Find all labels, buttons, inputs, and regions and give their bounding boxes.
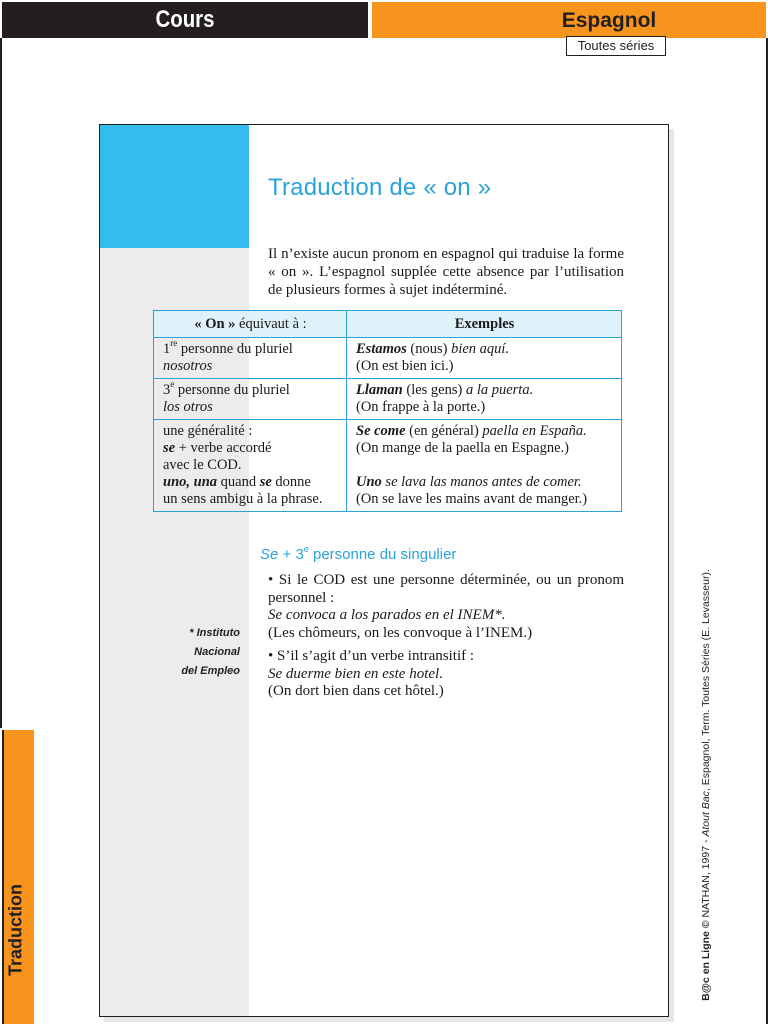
footnote-line: del Empleo (181, 665, 240, 677)
row3-example-a-verb: Se come (356, 423, 406, 439)
row3-line4-rest: donne (271, 474, 311, 490)
row2-text: personne du pluriel (174, 382, 290, 398)
row3-translation-a: (On mange de la paella en Espagne.) (356, 440, 569, 456)
row2-example-verb: Llaman (356, 382, 403, 398)
table-cell (347, 420, 622, 512)
row1-example-end: bien aquí. (451, 341, 510, 357)
row2-example-end: a la puerta. (465, 382, 534, 398)
header-on-label: « On » (194, 315, 236, 332)
credit-text (700, 569, 712, 1001)
table-header-examples: Exemples (347, 311, 622, 338)
row2-pronoun: los otros (163, 399, 213, 415)
equivalence-table (153, 310, 622, 512)
row3-uno-una: uno, una (163, 474, 218, 490)
footnote-line: * Instituto (189, 627, 240, 639)
intro-paragraph: Il n’existe aucun pronom en espagnol qui traduise la forme « on ». L’espagnol supplée cette absence par l’utilisation de plusieurs formes à sujet indéterminé. (268, 246, 624, 298)
side-tab-label: Traduction (5, 883, 26, 977)
header-subject-label: Espagnol (561, 9, 657, 32)
table-cell (347, 379, 622, 420)
table-row (154, 338, 622, 379)
bullet-cod-example: Se convoca a los parados en el INEM*. (268, 607, 506, 623)
row3-translation-b: (On se lave les mains avant de manger.) (356, 491, 588, 507)
row3-line5: un sens ambigu à la phrase. (163, 491, 323, 507)
credit-line (694, 550, 718, 1020)
bullet-cod-translation: (Les chômeurs, on les convoque à l’INEM.) (268, 624, 533, 641)
row1-example-verb: Estamos (356, 341, 407, 357)
bullet-intransitive-translation: (On dort bien dans cet hôtel.) (268, 683, 444, 699)
section-subheading (260, 546, 456, 563)
row1-sup: re (170, 338, 178, 349)
row1-translation: (On est bien ici.) (356, 358, 454, 374)
subhead-rest: personne du singulier (308, 546, 457, 563)
row3-se: se (163, 440, 176, 456)
table-cell (154, 420, 347, 512)
left-border-rule (0, 38, 2, 728)
table-cell (154, 379, 347, 420)
table-cell (154, 338, 347, 379)
row1-pronoun: nosotros (163, 358, 213, 374)
bullet-intransitive (268, 648, 624, 701)
row3-line1: une généralité : (163, 423, 253, 439)
subhead-sup: e (303, 544, 309, 554)
row2-example-mid: (les gens) (402, 382, 466, 398)
credit-rest-1: NATHAN, 1997 - (700, 836, 712, 921)
credit-book-title: Atout Bac (700, 791, 712, 837)
header-cours-label: Cours (155, 6, 215, 33)
row3-example-a-end: paella en España. (482, 423, 587, 439)
table-row (154, 379, 622, 420)
credit-rest-2: , Espagnol, Term. Toutes Séries (E. Levasseur). (700, 569, 712, 792)
row3-line3: avec le COD. (163, 457, 242, 473)
bullet-cod-text: • Si le COD est une personne déterminée, ou un pronom personnel : (268, 572, 624, 606)
page-title: Traduction de « on » (268, 174, 492, 201)
copyright-symbol: © (700, 920, 712, 929)
row1-example-mid: (nous) (406, 341, 452, 357)
table-row (154, 420, 622, 512)
row3-line2: + verbe accordé (175, 440, 272, 456)
bullet-intransitive-text: • S’il s’agit d’un verbe intransitif : (268, 648, 475, 664)
row3-example-b-uno: Uno (356, 474, 382, 490)
bullet-intransitive-example: Se duerme bien en este hotel. (268, 665, 443, 682)
table-header-equivalent (154, 311, 347, 338)
row1-num: 1 (163, 341, 171, 357)
series-badge: Toutes séries (566, 36, 666, 56)
row1-text: personne du pluriel (177, 341, 293, 357)
subhead-se: Se (260, 546, 279, 563)
bullet-cod (268, 572, 624, 642)
table-cell (347, 338, 622, 379)
title-color-block (100, 125, 249, 248)
subhead-plus: + 3 (278, 546, 304, 563)
row2-translation: (On frappe à la porte.) (356, 399, 486, 415)
row3-se-2: se (259, 474, 272, 490)
header-col1-rest: équivaut à : (235, 315, 307, 332)
row2-num: 3 (163, 382, 171, 398)
row2-sup: e (170, 379, 175, 390)
table-header-row (154, 311, 622, 338)
side-tab-label-wrap (2, 880, 30, 980)
footnote-line: Nacional (194, 646, 240, 658)
footnote-inem (160, 624, 240, 681)
row3-example-b-end: se lava las manos antes de comer. (381, 474, 582, 490)
credit-brand: B@c en Ligne (700, 931, 712, 1001)
row3-example-a-mid: (en général) (405, 423, 483, 439)
row3-line4-mid: quand (217, 474, 260, 490)
